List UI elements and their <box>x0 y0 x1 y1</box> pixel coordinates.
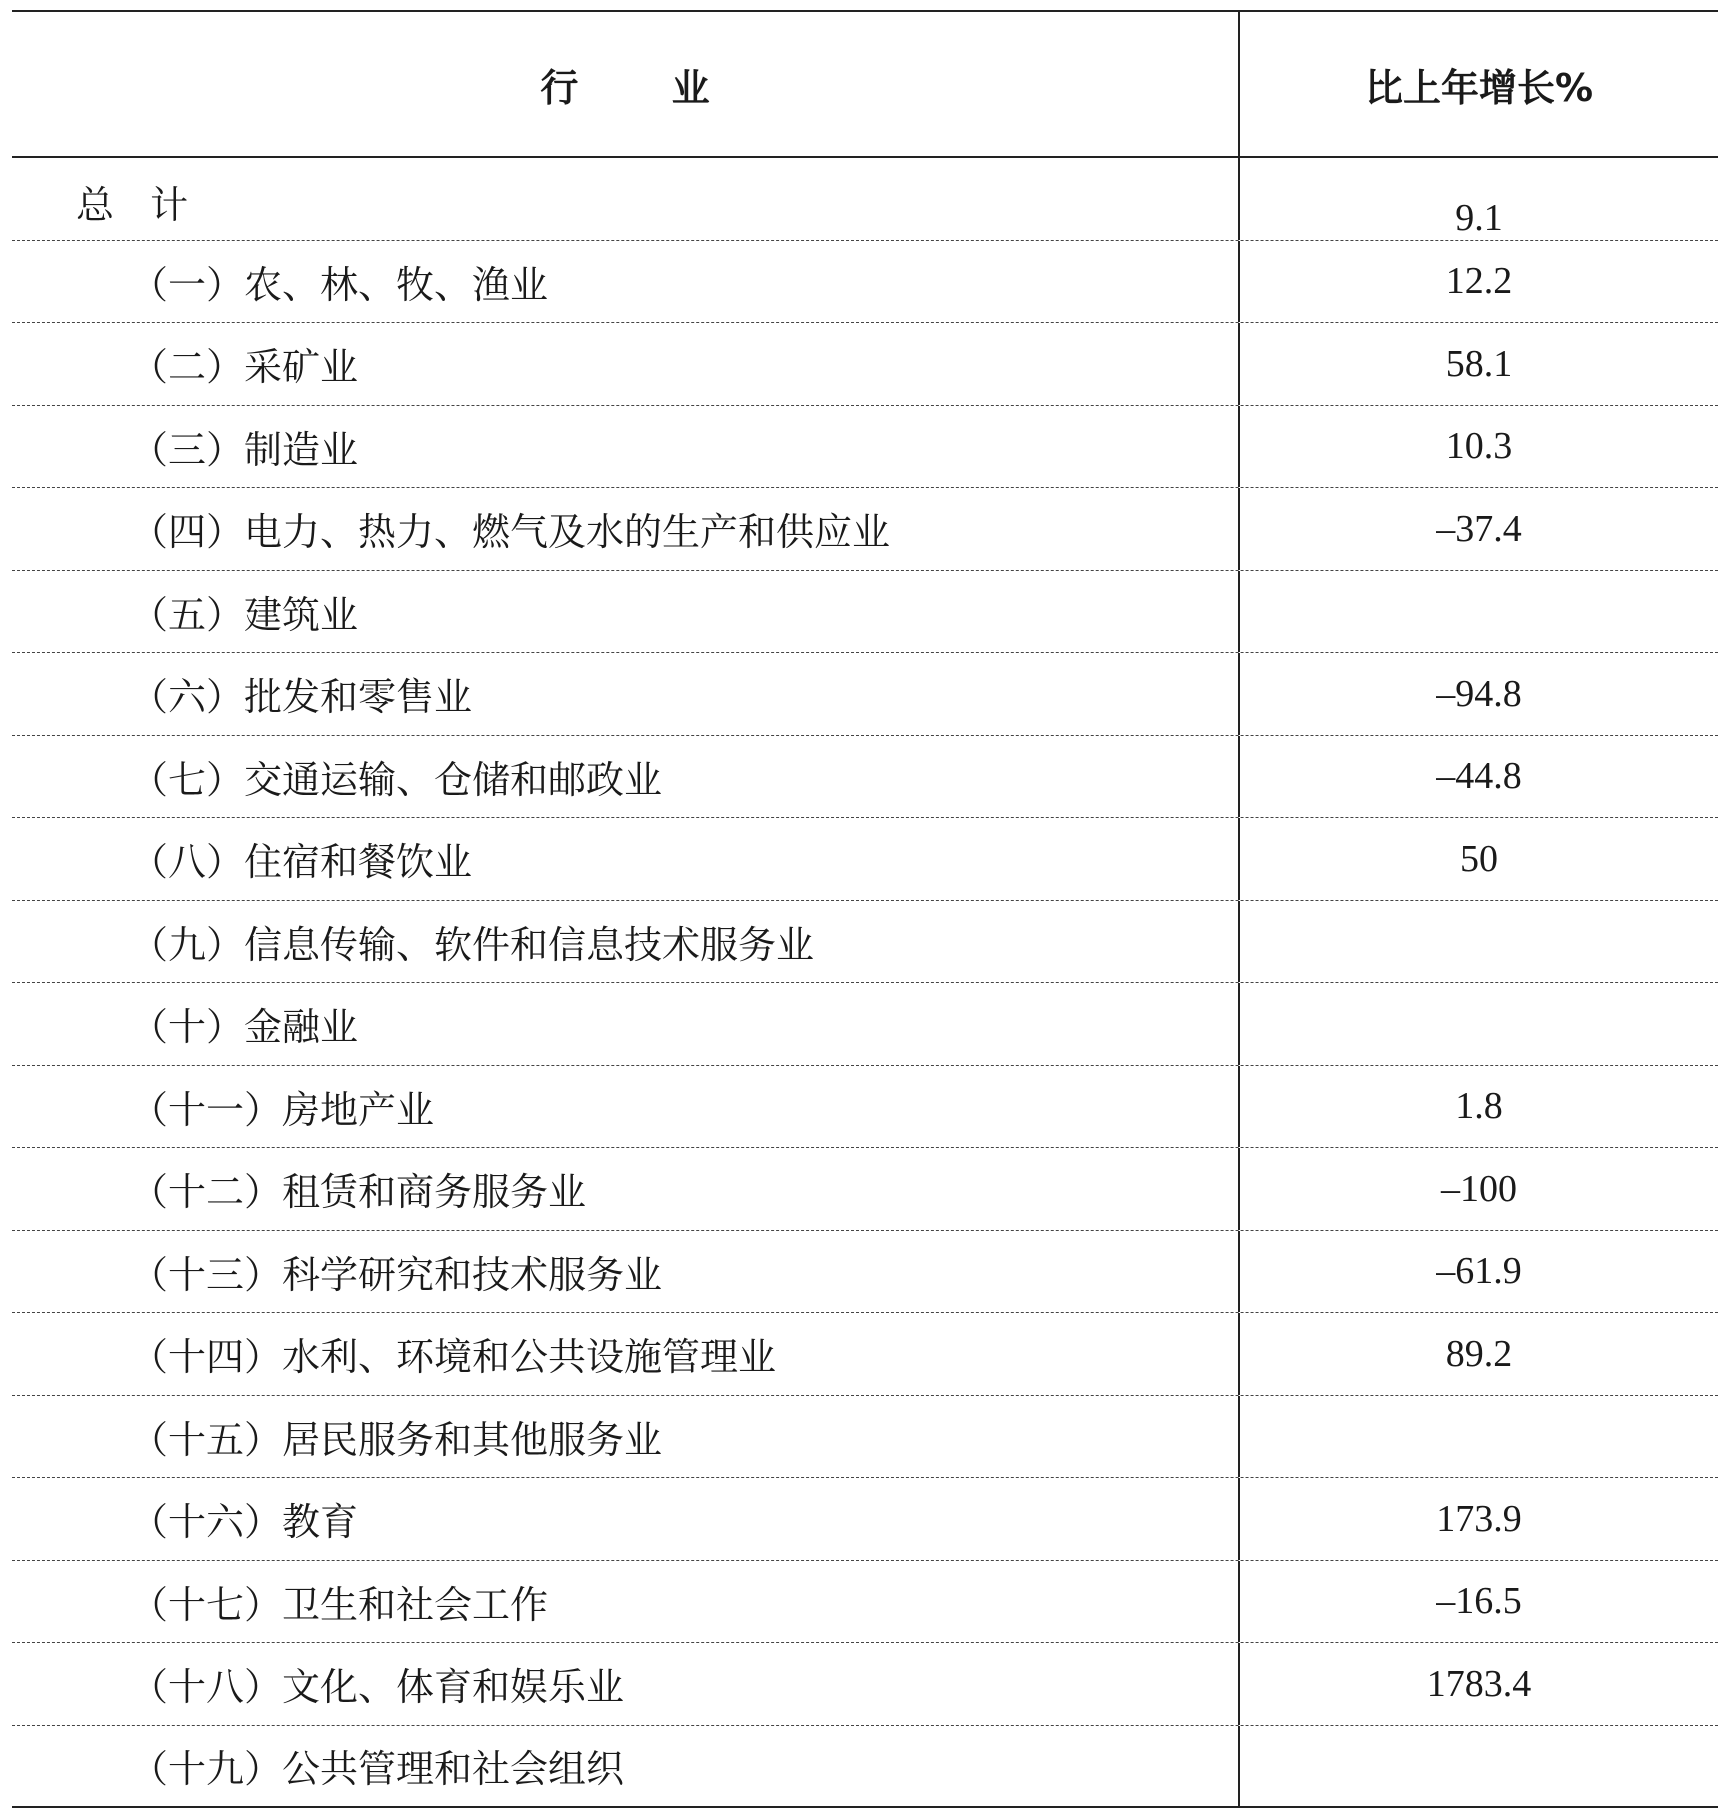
table-row <box>12 571 1718 654</box>
table-row <box>12 1643 1718 1726</box>
table-row <box>12 1561 1718 1644</box>
growth-cell: –16.5 <box>1436 1580 1522 1623</box>
industry-cell: （十六）教育 <box>12 1478 1240 1560</box>
industry-cell: （八）住宿和餐饮业 <box>12 818 1240 900</box>
growth-cell: –44.8 <box>1436 755 1522 798</box>
table-row <box>12 1313 1718 1396</box>
growth-cell: –37.4 <box>1436 507 1522 550</box>
table-row <box>12 736 1718 819</box>
table-row <box>12 1066 1718 1149</box>
table-row <box>12 323 1718 406</box>
growth-cell: 173.9 <box>1436 1497 1522 1540</box>
growth-cell: 1.8 <box>1455 1085 1503 1128</box>
industry-cell: （一）农、林、牧、渔业 <box>12 241 1240 323</box>
table-row <box>12 983 1718 1066</box>
table-row <box>12 1231 1718 1314</box>
industry-cell: （十九）公共管理和社会组织 <box>12 1726 1240 1807</box>
table-row <box>12 653 1718 736</box>
industry-growth-table <box>12 10 1718 1808</box>
growth-cell: 50 <box>1460 837 1498 880</box>
growth-cell: 12.2 <box>1445 260 1513 303</box>
industry-cell: （五）建筑业 <box>12 571 1240 653</box>
industry-cell: （十八）文化、体育和娱乐业 <box>12 1643 1240 1725</box>
table-row <box>12 1396 1718 1479</box>
industry-cell: 总 计 <box>12 158 1240 240</box>
growth-cell: 9.1 <box>1455 196 1503 239</box>
table-header-row <box>12 10 1718 158</box>
growth-cell <box>1240 1396 1718 1478</box>
industry-cell: （十四）水利、环境和公共设施管理业 <box>12 1313 1240 1395</box>
growth-cell <box>1240 983 1718 1065</box>
growth-cell: 58.1 <box>1445 342 1513 385</box>
industry-cell: （十一）房地产业 <box>12 1066 1240 1148</box>
growth-column-header: 比上年增长% <box>1364 65 1594 110</box>
table-row <box>12 488 1718 571</box>
industry-cell: （十三）科学研究和技术服务业 <box>12 1231 1240 1313</box>
growth-cell <box>1240 571 1718 653</box>
table-row <box>12 241 1718 324</box>
growth-cell: –94.8 <box>1436 672 1522 715</box>
industry-cell: （四）电力、热力、燃气及水的生产和供应业 <box>12 488 1240 570</box>
table-row-total <box>12 158 1718 241</box>
table-row <box>12 406 1718 489</box>
industry-cell: （九）信息传输、软件和信息技术服务业 <box>12 901 1240 983</box>
table-row <box>12 1148 1718 1231</box>
industry-cell: （十）金融业 <box>12 983 1240 1065</box>
industry-cell: （十七）卫生和社会工作 <box>12 1561 1240 1643</box>
table-row <box>12 818 1718 901</box>
industry-cell: （十五）居民服务和其他服务业 <box>12 1396 1240 1478</box>
growth-cell <box>1240 1726 1718 1807</box>
growth-cell: –61.9 <box>1436 1250 1522 1293</box>
growth-cell: 1783.4 <box>1426 1662 1532 1705</box>
growth-cell: –100 <box>1441 1167 1517 1210</box>
industry-cell: （三）制造业 <box>12 406 1240 488</box>
industry-cell: （七）交通运输、仓储和邮政业 <box>12 736 1240 818</box>
growth-cell: 10.3 <box>1445 425 1513 468</box>
industry-column-header: 行 业 <box>12 12 1240 156</box>
growth-cell <box>1240 901 1718 983</box>
industry-cell: （六）批发和零售业 <box>12 653 1240 735</box>
table-row <box>12 1726 1718 1809</box>
table-row <box>12 1478 1718 1561</box>
industry-cell: （二）采矿业 <box>12 323 1240 405</box>
industry-cell: （十二）租赁和商务服务业 <box>12 1148 1240 1230</box>
growth-cell: 89.2 <box>1445 1332 1513 1375</box>
table-row <box>12 901 1718 984</box>
